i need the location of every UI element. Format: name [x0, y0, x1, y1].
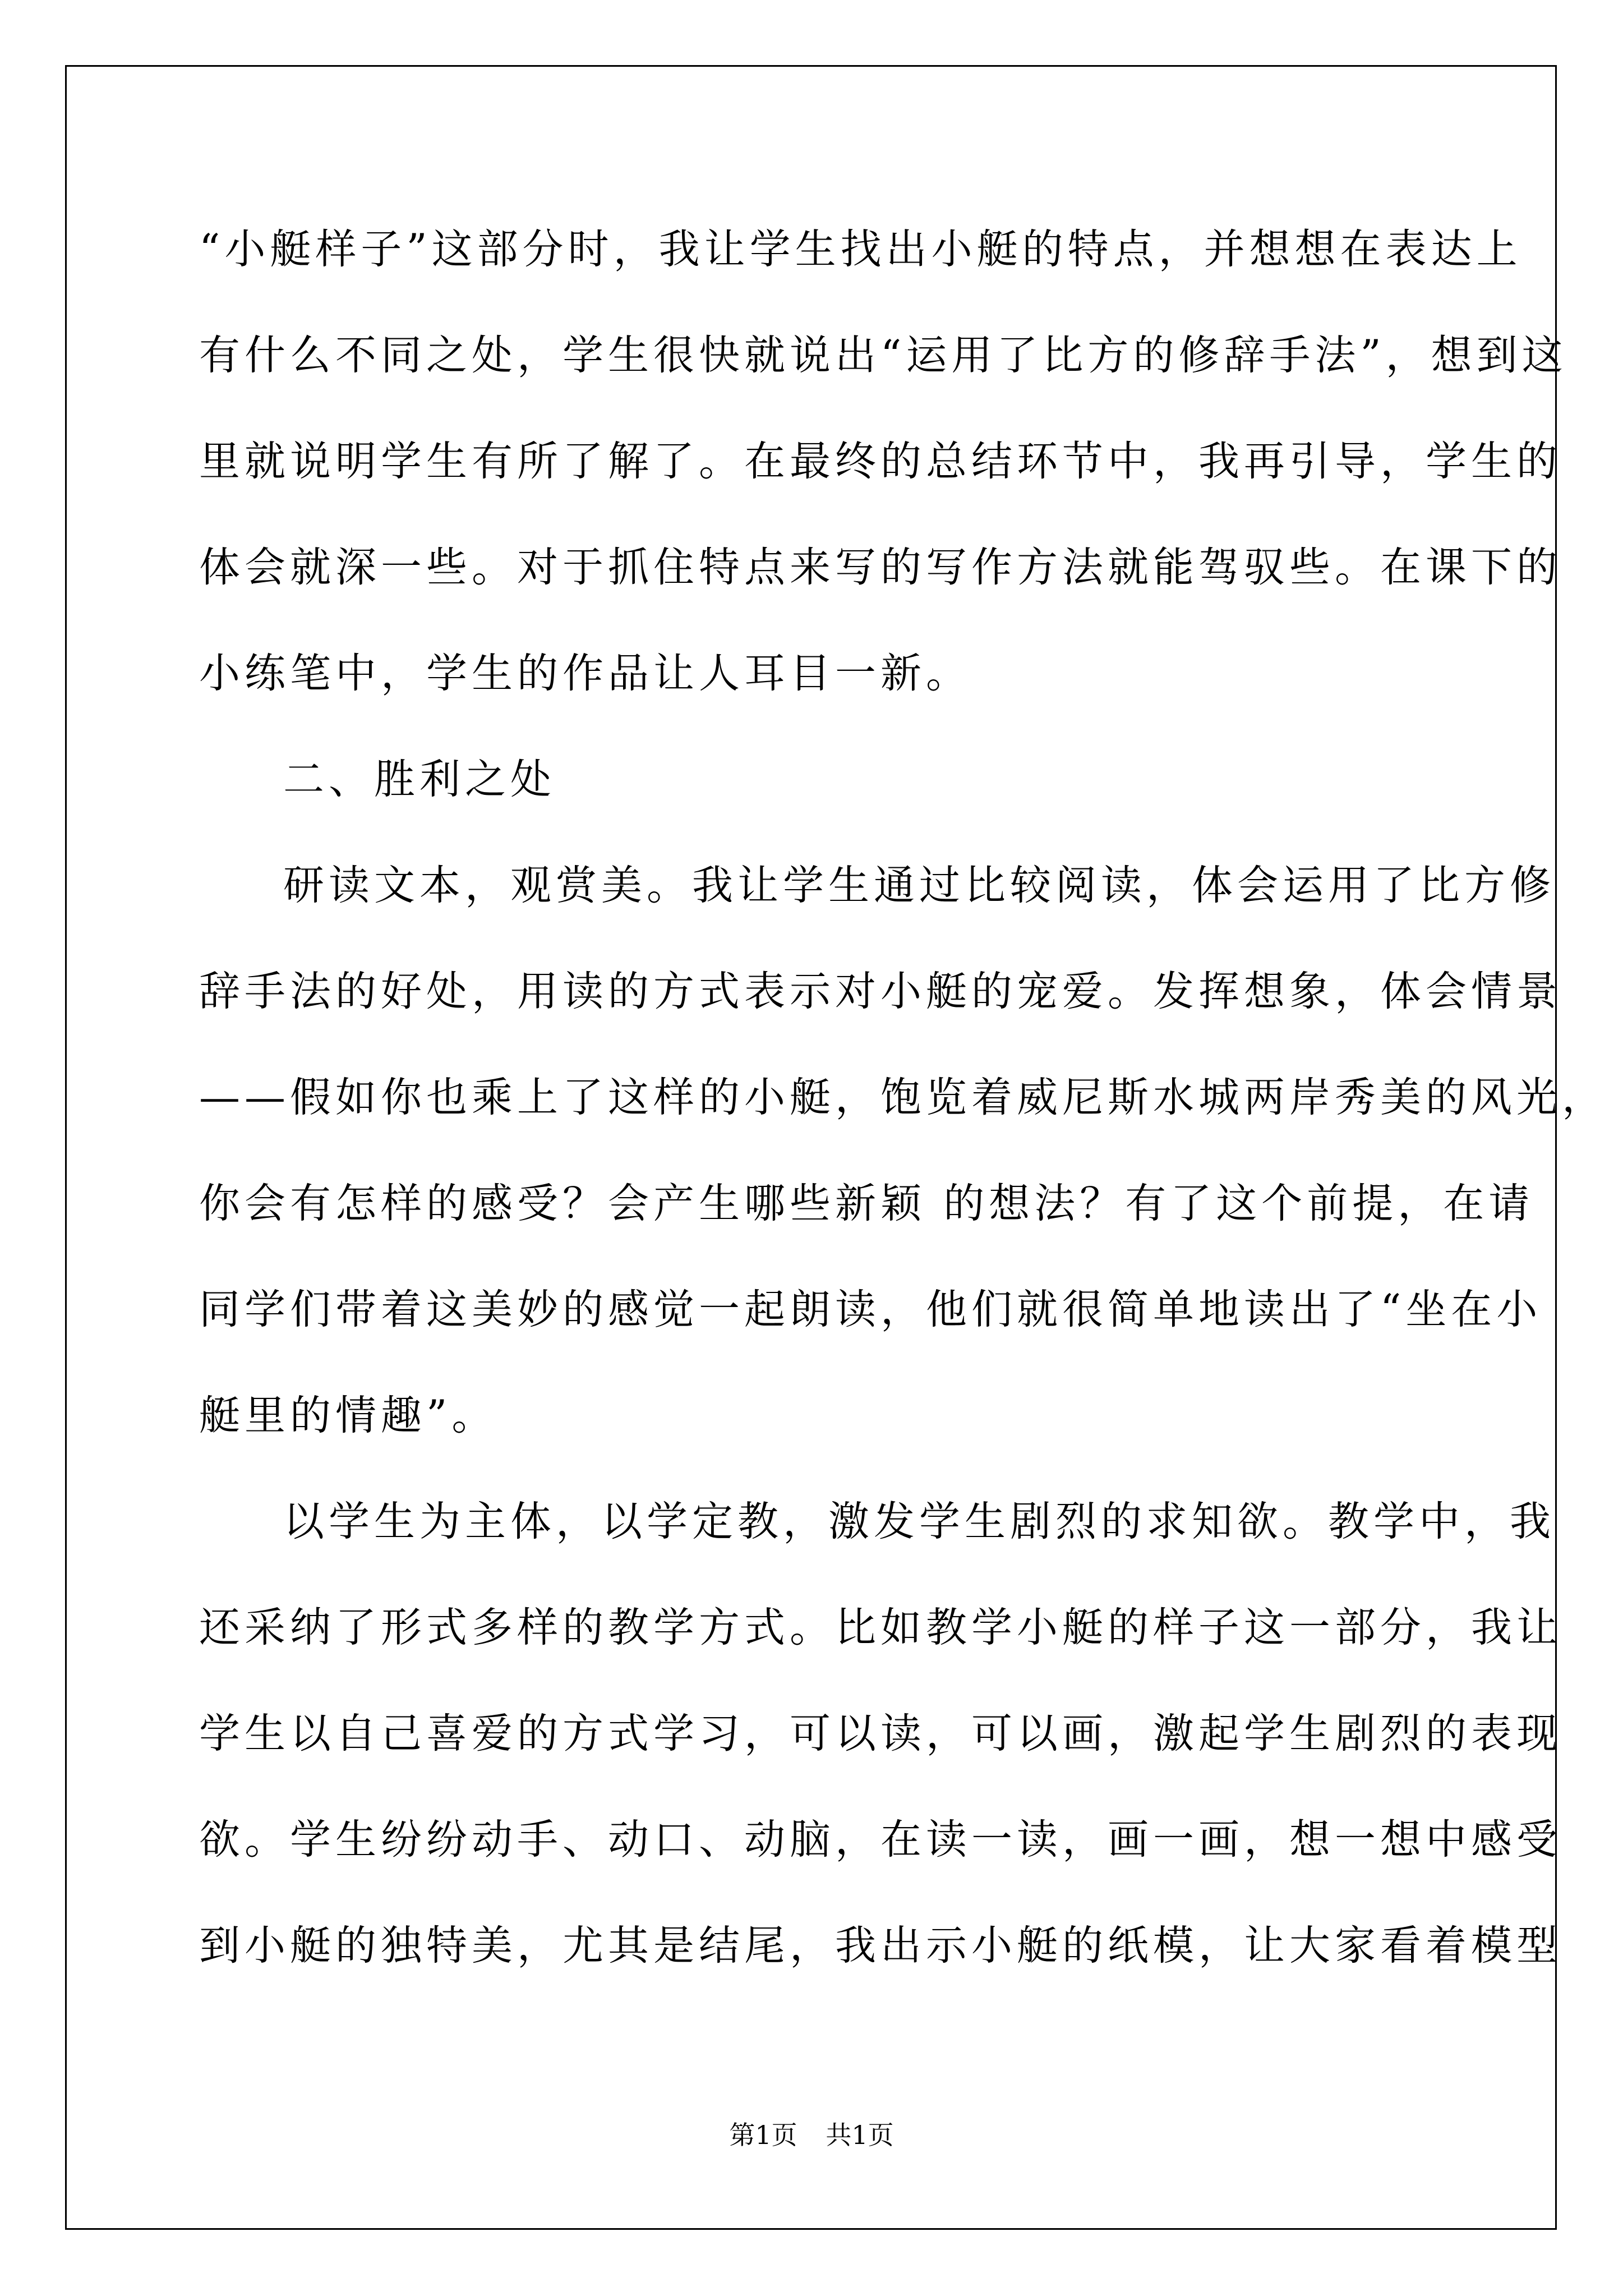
text-line: 小练笔中，学生的作品让人耳目一新。	[199, 650, 971, 697]
text-line: 欲。学生纷纷动手、动口、动脑，在读一读，画一画，想一想中感受	[199, 1816, 1562, 1864]
section-heading: 二、胜利之处	[283, 756, 556, 803]
text-line: 学生以自己喜爱的方式学习，可以读，可以画，激起学生剧烈的表现	[199, 1710, 1562, 1757]
page-total: 共1页	[826, 2120, 894, 2150]
text-line: 辞手法的好处，用读的方式表示对小艇的宠爱。发挥想象，体会情景	[199, 968, 1562, 1015]
text-line: 以学生为主体，以学定教，激发学生剧烈的求知欲。教学中，我	[283, 1498, 1555, 1545]
text-line: 艇里的情趣”。	[199, 1392, 497, 1439]
text-line: 体会就深一些。对于抓住特点来写的写作方法就能驾驭些。在课下的	[199, 544, 1562, 591]
document-body	[199, 213, 1607, 2016]
text-line: 还采纳了形式多样的教学方式。比如教学小艇的样子这一部分，我让	[199, 1604, 1562, 1651]
text-line: 到小艇的独特美，尤其是结尾，我出示小艇的纸模，让大家看着模型	[199, 1922, 1562, 1970]
text-line: 你会有怎样的感受？会产生哪些新颖 的想法？有了这个前提，在请	[199, 1180, 1534, 1227]
page-number: 第1页	[729, 2120, 797, 2150]
text-line: 里就说明学生有所了解了。在最终的总结环节中，我再引导，学生的	[199, 438, 1562, 485]
text-line: 有什么不同之处，学生很快就说出“运用了比方的修辞手法”，想到这	[199, 332, 1567, 379]
page-footer	[0, 2115, 1623, 2152]
text-line: 同学们带着这美妙的感觉一起朗读，他们就很简单地读出了“坐在小	[199, 1286, 1542, 1333]
text-line: “小艇样子”这部分时，我让学生找出小艇的特点，并想想在表达上	[199, 226, 1522, 273]
text-line: ——假如你也乘上了这样的小艇，饱览着威尼斯水城两岸秀美的风光，	[199, 1074, 1607, 1121]
text-line: 研读文本，观赏美。我让学生通过比较阅读，体会运用了比方修	[283, 862, 1555, 909]
